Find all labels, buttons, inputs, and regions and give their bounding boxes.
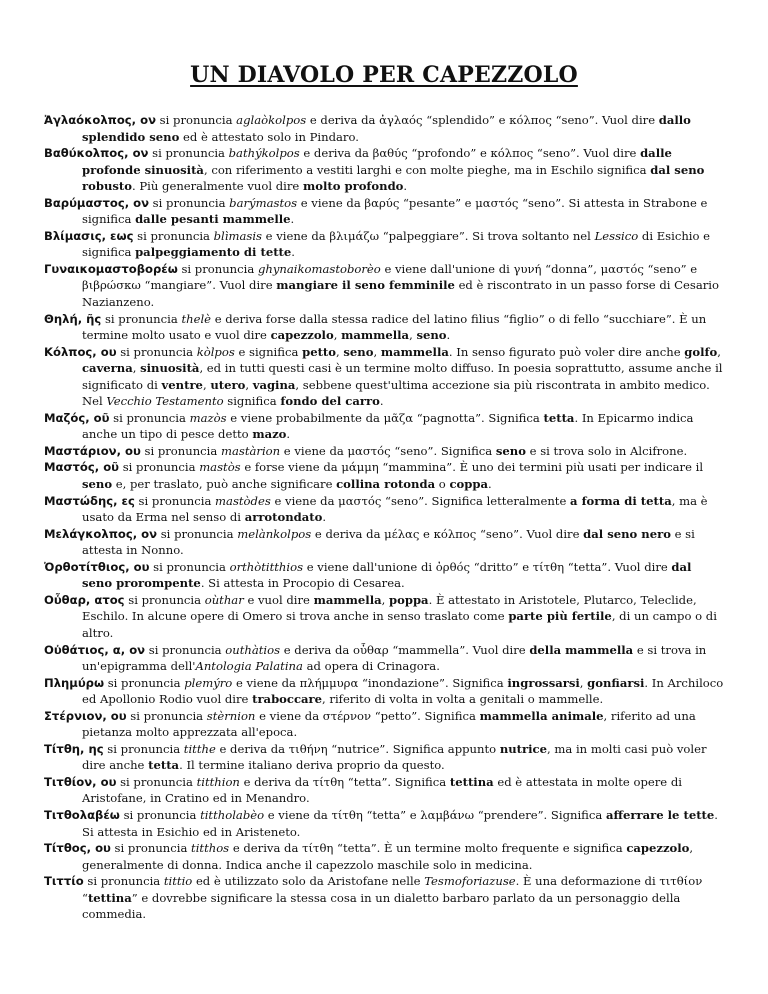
entry-text: e viene da μαστός “seno”. Significa — [280, 443, 496, 458]
entry-headword: Βλίμασις, εως — [44, 228, 134, 243]
entry-text: si pronuncia — [116, 774, 197, 789]
entry-text: di Esichio e significa — [82, 228, 711, 260]
entry-text: e si trova solo in Alcifrone. — [525, 443, 688, 458]
entry-headword: Πλημύρω — [44, 675, 105, 690]
entry-text: e viene da τίτθη “tetta” e λαμβάνω “prendere”. Significa — [264, 807, 606, 822]
glossary-entry — [44, 840, 724, 873]
entry-text: si pronuncia — [116, 344, 197, 359]
entry-text: e viene da βλιμάζω “palpeggiare”. Si trova soltanto nel — [261, 228, 595, 243]
entry-text: e deriva da οὖθαρ “mammella”. Vuol dire — [280, 642, 530, 657]
entry-text: e deriva da τίτθη “tetta”. Significa — [239, 774, 450, 789]
entry-headword: Βαρύμαστος, ον — [44, 195, 149, 210]
entry-text: si pronuncia — [177, 261, 258, 276]
italic-term: Tesmoforiazuse — [424, 874, 516, 889]
entry-text: si pronuncia — [133, 228, 214, 243]
entry-text: si pronuncia — [157, 526, 238, 541]
entry-text: si pronuncia — [109, 410, 190, 425]
entry-text: , con riferimento a vestiti larghi e con molte pieghe, ma in Eschilo significa — [203, 162, 651, 177]
bold-term: ventre — [161, 377, 203, 392]
glossary-entry — [44, 708, 724, 741]
bold-term: coppa — [449, 477, 488, 492]
entry-text: o — [435, 477, 450, 492]
entry-text: si pronuncia — [83, 874, 164, 889]
entry-text: . Il termine italiano deriva proprio da questo. — [179, 758, 445, 773]
entry-text: . — [291, 245, 295, 260]
entry-headword: Ἀγλαόκολπος, ον — [44, 113, 156, 127]
entry-headword: Τίτθη, ης — [44, 741, 104, 756]
entry-text: . — [322, 510, 327, 525]
entry-text: e viene dall'unione di ὀρθός “dritto” e τίτθη “tetta”. Vuol dire — [303, 559, 672, 574]
entry-text: , — [381, 592, 389, 607]
entry-headword: Μελάγκολπος, ον — [44, 526, 158, 541]
italic-term: blìmasis — [213, 228, 262, 243]
italic-term: titthe — [183, 741, 216, 756]
entry-text: e deriva da μέλας e κόλπος “seno”. Vuol dire — [311, 526, 584, 541]
glossary-entry — [44, 873, 724, 923]
entry-headword: Θηλή, ῆς — [44, 311, 102, 326]
glossary-entry — [44, 526, 724, 559]
entry-headword: Στέρνιον, ου — [44, 708, 127, 723]
bold-term: dal seno robusto — [82, 162, 705, 194]
italic-term: aglaòkolpos — [236, 113, 307, 127]
bold-term: mammella — [380, 344, 449, 359]
entry-text: e viene da στέρνον “petto”. Significa — [255, 708, 480, 723]
entry-text: ad opera di Crinagora. — [302, 659, 440, 674]
entry-text: si pronuncia — [104, 675, 185, 690]
entry-text: si pronuncia — [149, 195, 230, 210]
bold-term: nutrice — [499, 741, 547, 756]
entry-headword: Μαζός, οῦ — [44, 410, 110, 425]
italic-term: titthos — [191, 841, 230, 856]
entry-text: , — [132, 361, 141, 376]
bold-term: tetta — [148, 758, 180, 773]
entry-headword: Μαστώδης, ες — [44, 493, 135, 508]
entry-text: , — [245, 377, 253, 392]
glossary-entry — [44, 675, 724, 708]
italic-term: tittholabèo — [200, 807, 265, 822]
italic-term: Vecchio Testamento — [106, 394, 224, 409]
entry-text: significa — [223, 394, 281, 409]
entry-text: . Più generalmente vuol dire — [132, 179, 303, 194]
bold-term: della mammella — [529, 642, 634, 657]
entry-text: . È attestato in Aristotele, Plutarco, Teleclide, Eschilo. In alcune opere di Omero si trova anche in senso traslato come — [82, 592, 697, 624]
entry-text: , — [717, 344, 721, 359]
bold-term: dallo splendido seno — [82, 113, 691, 144]
bold-term: tetta — [543, 410, 575, 425]
entry-headword: Τιτθίον, ου — [44, 774, 117, 789]
bold-term: golfo — [684, 344, 718, 359]
entry-headword: Μαστός, οῦ — [44, 460, 120, 475]
italic-term: Lessico — [594, 228, 639, 243]
bold-term: dalle pesanti mammelle — [135, 212, 291, 227]
glossary-entry — [44, 592, 724, 642]
entry-text: . — [379, 394, 384, 409]
italic-term: Antologia Palatina — [195, 659, 303, 674]
entry-text: e viene da βαρύς “pesante” e μαστός “seno”. Si attesta in Strabone e significa — [82, 195, 708, 227]
bold-term: collina rotonda — [336, 477, 436, 492]
entry-text: . — [446, 328, 451, 343]
bold-term: dal seno prorompente — [82, 559, 692, 591]
entry-text: . Si attesta in Esichio ed in Aristeneto. — [82, 807, 718, 839]
entry-text: , ed in tutti questi casi è un termine molto diffuso. In poesia soprattutto, assume anche il significato di — [82, 361, 723, 392]
bold-term: tettina — [87, 890, 132, 905]
entry-text: , — [202, 377, 211, 392]
bold-term: seno — [82, 477, 113, 492]
entry-text: e deriva forse dalla stessa radice del latino filius “figlio” o di fello “succhiare”. È un termine molto usato e vuol dire — [82, 311, 707, 343]
bold-term: sinuosità — [140, 361, 200, 376]
entry-text: , — [336, 344, 344, 359]
italic-term: stèrnion — [206, 708, 256, 723]
bold-term: mazo — [252, 427, 287, 442]
glossary-entry — [44, 228, 724, 261]
document-title: UN DIAVOLO PER CAPEZZOLO — [190, 62, 578, 88]
bold-term: a forma di tetta — [570, 493, 672, 508]
entry-headword: Τιτθολαβέω — [44, 807, 120, 822]
bold-term: palpeggiamento di tette — [135, 245, 292, 260]
entry-text: si pronuncia — [101, 311, 182, 326]
entry-text: ed è riscontrato in un passo forse di Cesario Nazianzeno. — [82, 278, 719, 310]
entry-text: , riferito di volta in volta a genitali o mammelle. — [322, 692, 604, 707]
glossary-entry — [44, 807, 724, 840]
italic-term: titthion — [196, 774, 240, 789]
entry-text: . — [487, 477, 492, 492]
bold-term: mammella — [341, 328, 410, 343]
entry-text: , ma è usato da Erma nel senso di — [82, 493, 708, 525]
glossary-entry — [44, 311, 724, 344]
entry-text: , — [333, 328, 342, 343]
entry-headword: Γυναικομαστοβορέω — [44, 261, 178, 276]
bold-term: seno — [495, 443, 526, 458]
glossary-entry — [44, 774, 724, 807]
entry-text: si pronuncia — [148, 146, 229, 161]
entry-text: si pronuncia — [156, 113, 237, 127]
entry-text: . È una deformazione di τιτθίον “ — [82, 874, 703, 905]
entry-text: e deriva da ἀγλαός “splendido” e κόλπος “seno”. Vuol dire — [306, 113, 659, 127]
glossary-entry — [44, 195, 724, 228]
entry-text: , ma in molti casi può voler dire anche — [82, 741, 707, 773]
entry-headword: Κόλπος, ου — [44, 344, 117, 359]
entry-text: , generalmente di donna. Indica anche il capezzolo maschile solo in medicina. — [82, 841, 694, 872]
italic-term: kòlpos — [196, 344, 235, 359]
bold-term: caverna — [82, 361, 133, 376]
entry-text: . In senso figurato può voler dire anche — [448, 344, 685, 359]
entry-text: e viene dall'unione di γυνή “donna”, μαστός “seno” e βιβρώσκω “mangiare”. Vuol dire — [82, 261, 698, 293]
bold-term: petto — [302, 344, 337, 359]
entry-text: . In Epicarmo indica anche un tipo di pesce detto — [82, 410, 694, 442]
entry-text: e, per traslato, può anche significare — [112, 477, 337, 492]
bold-term: dalle profonde sinuosità — [82, 146, 672, 177]
entry-text: . Si attesta in Procopio di Cesarea. — [200, 576, 405, 591]
bold-term: seno — [343, 344, 374, 359]
entry-text: e deriva da βαθύς “profondo” e κόλπος “seno”. Vuol dire — [299, 146, 641, 161]
entry-text: e viene da μαστός “seno”. Significa letteralmente — [270, 493, 571, 508]
bold-term: seno — [416, 328, 447, 343]
entry-text: si pronuncia — [119, 460, 200, 475]
italic-term: mastàrion — [220, 443, 281, 458]
glossary-entry — [44, 344, 724, 410]
entry-text: , — [579, 675, 588, 690]
entry-text: , — [409, 328, 417, 343]
entry-text: si pronuncia — [140, 443, 221, 458]
bold-term: molto profondo — [302, 179, 404, 194]
entry-text: . — [290, 212, 295, 227]
entry-headword: Βαθύκολπος, ον — [44, 146, 149, 161]
italic-term: orthòtitthios — [229, 559, 304, 574]
bold-term: dal seno nero — [583, 526, 671, 541]
bold-term: mangiare il seno femminile — [276, 278, 455, 293]
bold-term: capezzolo — [626, 841, 690, 856]
glossary-entry — [44, 559, 724, 592]
entry-headword: Ὀρθοτίτθιος, ου — [44, 559, 150, 574]
entry-text: ed è attestato solo in Pindaro. — [179, 129, 359, 144]
italic-term: bathýkolpos — [228, 146, 300, 161]
italic-term: outhàtios — [225, 642, 281, 657]
bold-term: fondo del carro — [280, 394, 380, 409]
entry-text: si pronuncia — [103, 741, 184, 756]
entry-text: e vuol dire — [243, 592, 314, 607]
entry-headword: Μαστάριον, ου — [44, 443, 141, 458]
entry-text: e deriva da τιθήνη “nutrice”. Significa appunto — [215, 741, 500, 756]
glossary-entry — [44, 741, 724, 774]
entry-text: si pronuncia — [119, 807, 201, 822]
entry-text: si pronuncia — [145, 642, 226, 657]
entry-text: , sebbene quest'ultima accezione sia più riscontrata in ambito medico. Nel — [82, 377, 710, 409]
italic-term: tittio — [163, 874, 193, 889]
bold-term: parte più fertile — [508, 609, 612, 624]
entry-text: ed è utilizzato solo da Aristofane nelle — [192, 874, 425, 889]
bold-term: tettina — [449, 774, 494, 789]
entry-text: e deriva da τίτθη “tetta”. È un termine molto frequente e significa — [229, 841, 627, 856]
entry-text: e viene probabilmente da μᾶζα “pagnotta”. Significa — [226, 410, 544, 425]
italic-term: oùthar — [204, 592, 244, 607]
entry-text: si pronuncia — [126, 708, 207, 723]
italic-term: mastòs — [199, 460, 241, 475]
bold-term: arrotondato — [244, 510, 323, 525]
entry-text: ” e dovrebbe significare la stessa cosa in un dialetto barbaro parlato da un personaggio della commedia. — [82, 890, 681, 922]
italic-term: melànkolpos — [237, 526, 312, 541]
bold-term: poppa — [389, 592, 429, 607]
entry-text: , riferito ad una pietanza molto apprezzata all'epoca. — [82, 708, 696, 740]
entry-text: ed è attestata in molte opere di Aristofane, in Cratino ed in Menandro. — [82, 774, 682, 806]
entry-headword: Τιττίο — [44, 874, 84, 889]
glossary-entry — [44, 642, 724, 675]
glossary-entry — [44, 459, 724, 492]
italic-term: plemýro — [184, 675, 233, 690]
italic-term: thelè — [181, 311, 212, 326]
entry-text: . In Archiloco ed Apollonio Rodio vuol dire — [82, 675, 724, 707]
bold-term: mammella — [313, 592, 382, 607]
italic-term: barýmastos — [229, 195, 298, 210]
bold-term: ingrossarsi — [507, 675, 580, 690]
bold-term: traboccare — [252, 692, 323, 707]
entry-text: . — [286, 427, 291, 442]
entry-text: si pronuncia — [149, 559, 230, 574]
entry-headword: Τίτθος, ου — [44, 841, 111, 856]
entry-text: e si attesta in Nonno. — [82, 526, 695, 558]
glossary-list — [44, 112, 724, 923]
glossary-entry — [44, 410, 724, 443]
bold-term: capezzolo — [270, 328, 334, 343]
entry-text: , di un campo o di altro. — [82, 609, 717, 640]
entry-text: . — [403, 179, 408, 194]
italic-term: mastòdes — [215, 493, 271, 508]
bold-term: mammella animale — [479, 708, 604, 723]
glossary-entry — [44, 261, 724, 311]
entry-text: e significa — [234, 344, 303, 359]
italic-term: ghynaikomastoborèo — [257, 261, 381, 276]
entry-text: e viene da πλήμμυρα “inondazione”. Significa — [232, 675, 508, 690]
bold-term: utero — [210, 377, 246, 392]
glossary-entry — [44, 493, 724, 526]
entry-text: e si trova in un'epigramma dell' — [82, 642, 707, 674]
entry-headword: Οὖθαρ, ατος — [44, 592, 125, 607]
bold-term: afferrare le tette — [606, 807, 715, 822]
bold-term: gonfiarsi — [587, 675, 645, 690]
glossary-entry — [44, 145, 724, 195]
italic-term: mazòs — [189, 410, 227, 425]
glossary-entry — [44, 112, 724, 145]
entry-text: si pronuncia — [110, 841, 192, 856]
entry-text: si pronuncia — [134, 493, 216, 508]
entry-headword: Οὐθάτιος, α, ον — [44, 642, 146, 657]
entry-text: si pronuncia — [124, 592, 205, 607]
entry-text: , — [373, 344, 381, 359]
glossary-entry — [44, 443, 724, 460]
bold-term: vagina — [252, 377, 296, 392]
entry-text: e forse viene da μάμμη “mammina”. È uno dei termini più usati per indicare il — [240, 460, 704, 475]
